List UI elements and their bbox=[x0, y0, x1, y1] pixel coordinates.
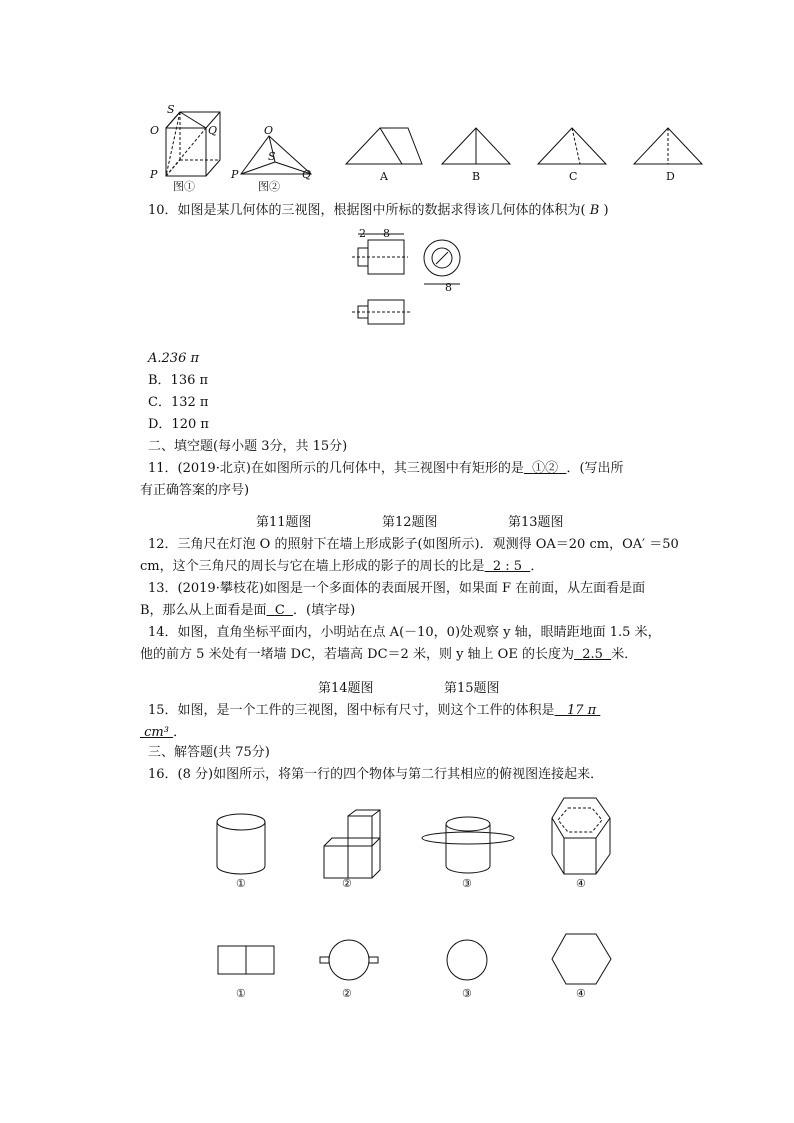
q14-text-tail: 米． bbox=[611, 647, 638, 662]
q11-answer-text: ①② bbox=[532, 461, 559, 476]
option-d-shape bbox=[632, 124, 704, 168]
q15-answer bbox=[555, 703, 601, 718]
q13-answer bbox=[267, 603, 293, 618]
fig-caption-15: 第15题图 bbox=[444, 681, 500, 696]
q10-close: ) bbox=[603, 203, 609, 218]
option-b-label: B bbox=[472, 170, 481, 183]
svg-text:8: 8 bbox=[383, 227, 390, 240]
point-label-s2: S bbox=[268, 150, 276, 163]
q13-answer-text: C bbox=[274, 603, 285, 618]
q11-text: 11．(2019·北京)在如图所示的几何体中，其三视图中有矩形的是 bbox=[148, 461, 524, 476]
option-c-label: C bbox=[569, 170, 578, 183]
point-label-q2: Q bbox=[302, 168, 312, 181]
point-label-o2: O bbox=[264, 124, 274, 137]
q10-option-a: A.236 π bbox=[148, 351, 200, 366]
q11-text-tail: ．(写出所 bbox=[566, 461, 624, 476]
figure-cube bbox=[148, 100, 228, 190]
option-a-label: A bbox=[380, 170, 388, 183]
q16-object-cylinder bbox=[214, 812, 270, 876]
q14-line2 bbox=[140, 646, 637, 664]
q16-view-hexagon bbox=[550, 932, 614, 988]
q16-row1-label-2: ② bbox=[342, 877, 352, 890]
svg-text:2: 2 bbox=[359, 227, 366, 240]
q10-text: 10．如图是某几何体的三视图，根据图中所标的数据求得该几何体的体积为( bbox=[148, 203, 586, 218]
fig-caption-12: 第12题图 bbox=[382, 515, 438, 530]
q10-three-views bbox=[350, 228, 470, 338]
q16-row2-label-4: ④ bbox=[576, 987, 586, 1000]
q14-text: 他的前方 5 米处有一堵墙 DC，若墙高 DC＝2 米，则 y 轴上 OE 的长度为 bbox=[140, 647, 574, 662]
section3-heading: 三、解答题(共 75分) bbox=[148, 745, 270, 760]
q16-view-circle bbox=[444, 938, 490, 984]
svg-text:8: 8 bbox=[445, 281, 452, 294]
q12-text: cm，这个三角尺的周长与它在墙上形成的影子的周长的比是 bbox=[140, 559, 485, 574]
fig2-label: 图② bbox=[258, 180, 280, 193]
option-a-shape bbox=[344, 124, 424, 168]
q16-row1-label-4: ④ bbox=[576, 877, 586, 890]
q16-row2-label-3: ③ bbox=[462, 987, 472, 1000]
q12-line1: 12．三角尺在灯泡 O 的照射下在墙上形成影子(如图所示)．观测得 OA＝20 cm，OA′ ＝50 bbox=[148, 537, 679, 552]
q12-text-tail: ． bbox=[530, 559, 544, 574]
section2-heading: 二、填空题(每小题 3分，共 15分) bbox=[148, 439, 348, 454]
figure-triangle-pyramid bbox=[235, 130, 325, 180]
q12-answer bbox=[485, 559, 531, 574]
q10-option-c: C．132 π bbox=[148, 395, 209, 410]
point-label-o: O bbox=[150, 124, 160, 137]
q16-row2-label-2: ② bbox=[342, 987, 352, 1000]
q10-answer: B bbox=[589, 203, 600, 218]
q16-row1-label-1: ① bbox=[236, 877, 246, 890]
q15-text: 15．如图，是一个工件的三视图，图中标有尺寸，则这个工件的体积是 bbox=[148, 703, 555, 718]
q15-unit-text: cm³ bbox=[144, 725, 169, 740]
point-label-s: S bbox=[167, 103, 175, 116]
q15-line1 bbox=[148, 702, 600, 720]
q13-text: B，那么从上面看是面 bbox=[140, 603, 267, 618]
q10-stem bbox=[148, 202, 609, 220]
q12-line2 bbox=[140, 558, 543, 576]
q10-option-d: D．120 π bbox=[148, 417, 209, 432]
option-c-shape bbox=[536, 124, 608, 168]
q12-answer-text: 2 : 5 bbox=[492, 559, 523, 574]
q13-line2 bbox=[140, 602, 355, 620]
q15-text-tail: ． bbox=[173, 725, 187, 740]
point-label-p2: P bbox=[231, 168, 239, 181]
q16-view-two-squares bbox=[214, 944, 278, 978]
fig-caption-11: 第11题图 bbox=[256, 515, 312, 530]
fig-caption-14: 第14题图 bbox=[318, 681, 374, 696]
q15-answer-unit bbox=[140, 725, 173, 740]
q11-answer bbox=[524, 461, 567, 476]
q16-stem: 16．(8 分)如图所示，将第一行的四个物体与第二行其相应的俯视图连接起来． bbox=[148, 767, 604, 782]
q13-text-tail: ．(填字母) bbox=[293, 603, 356, 618]
q14-answer bbox=[574, 647, 611, 662]
q14-answer-text: 2.5 bbox=[582, 647, 603, 662]
q15-line2 bbox=[140, 724, 186, 742]
q16-object-hexagonal-prism bbox=[548, 794, 614, 880]
point-label-q: Q bbox=[208, 124, 218, 137]
q10-option-b: B．136 π bbox=[148, 373, 209, 388]
q16-view-circle-with-handles bbox=[316, 938, 382, 984]
q16-object-cubes bbox=[318, 810, 388, 878]
option-d-label: D bbox=[666, 170, 675, 183]
point-label-p: P bbox=[150, 168, 158, 181]
q16-row1-label-3: ③ bbox=[462, 877, 472, 890]
option-b-shape bbox=[440, 124, 512, 168]
q16-row2-label-1: ① bbox=[236, 987, 246, 1000]
q13-line1: 13．(2019·攀枝花)如图是一个多面体的表面展开图，如果面 F 在前面，从左面看是面 bbox=[148, 581, 646, 596]
q15-answer-text: 17 π bbox=[566, 703, 597, 718]
q16-object-cup-with-handles bbox=[420, 812, 516, 876]
fig1-label: 图① bbox=[173, 180, 195, 193]
fig-caption-13: 第13题图 bbox=[508, 515, 564, 530]
q11-line1 bbox=[148, 460, 624, 478]
q11-line2: 有正确答案的序号) bbox=[140, 483, 250, 498]
q14-line1: 14．如图，直角坐标平面内，小明站在点 A(－10，0)处观察 y 轴，眼睛距地面 1.5 米， bbox=[148, 625, 661, 640]
